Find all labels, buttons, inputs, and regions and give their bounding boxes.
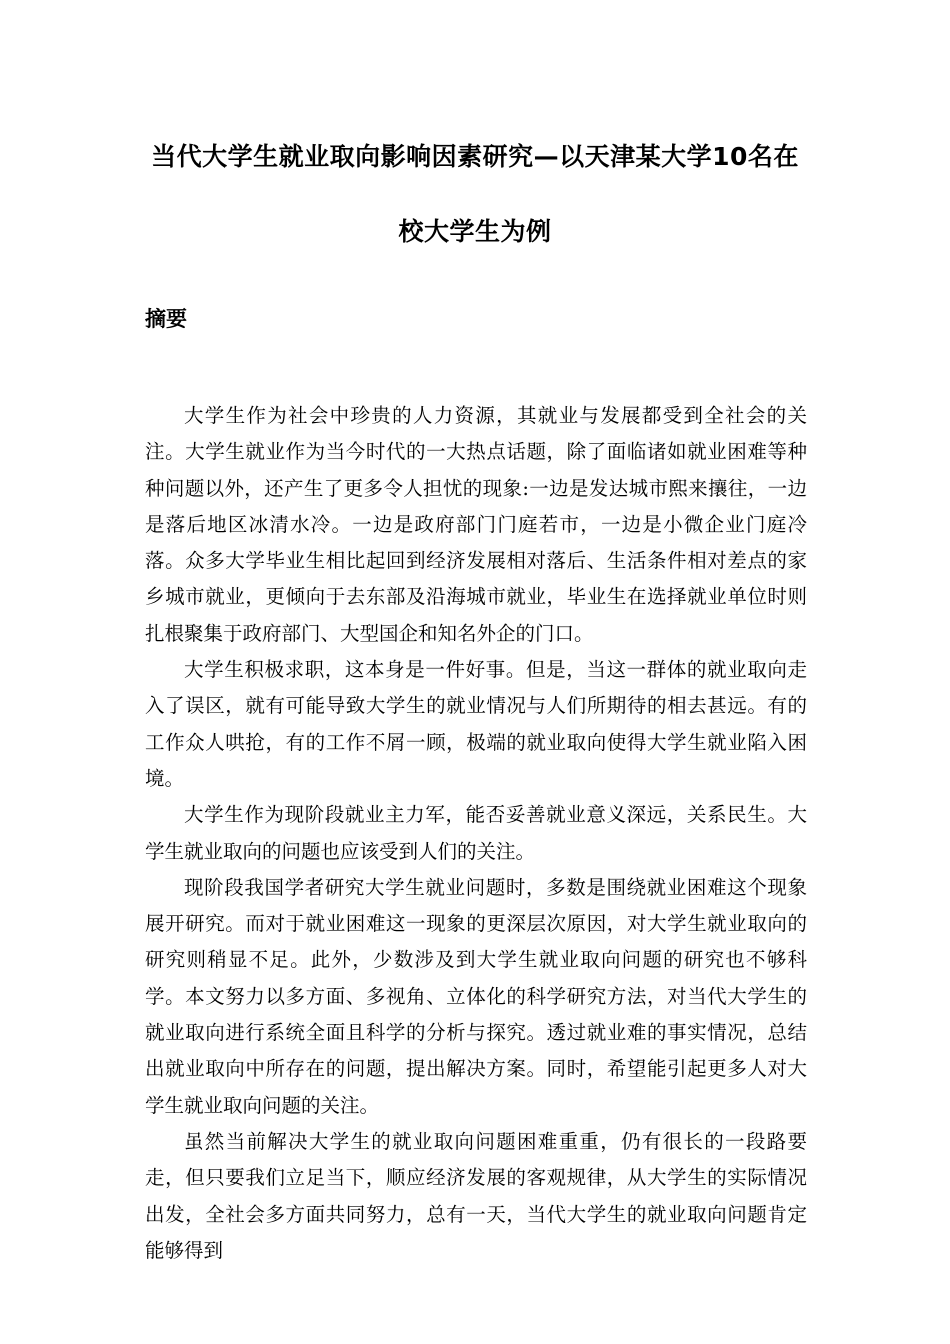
paragraph-3: 大学生作为现阶段就业主力军，能否妥善就业意义深远，关系民生。大学生就业取向的问题也应该受到人们的关注。 [145, 803, 807, 863]
title-line-2: 校大学生为例 [398, 217, 552, 246]
paragraph-2: 大学生积极求职，这本身是一件好事。但是，当这一群体的就业取向走入了误区，就有可能导致大学生的就业情况与人们所期待的相去甚远。有的工作众人哄抢，有的工作不屑一顾，极端的就业取向使得大学生就业陷入困境。 [145, 658, 807, 790]
abstract-heading: 摘要 [145, 307, 187, 331]
paragraph-1: 大学生作为社会中珍贵的人力资源，其就业与发展都受到全社会的关注。大学生就业作为当今时代的一大热点话题，除了面临诸如就业困难等种种问题以外，还产生了更多令人担忧的现象:一边是发达城市熙来攘往，一边是落后地区冰清水冷。一边是政府部门门庭若市，一边是小微企业门庭冷落。众多大学毕业生相比起回到经济发展相对落后、生活条件相对差点的家乡城市就业，更倾向于去东部及沿海城市就业，毕业生在选择就业单位时则扎根聚集于政府部门、大型国企和知名外企的门口。 [145, 404, 807, 645]
paragraph-5: 虽然当前解决大学生的就业取向问题困难重重，仍有很长的一段路要走，但只要我们立足当下，顺应经济发展的客观规律，从大学生的实际情况出发，全社会多方面共同努力，总有一天，当代大学生的就业取向问题肯定能够得到 [145, 1129, 807, 1262]
title-line-1: 当代大学生就业取向影响因素研究—以天津某大学10名在 [151, 142, 799, 171]
abstract-body [145, 398, 807, 1269]
paragraph-4: 现阶段我国学者研究大学生就业问题时，多数是围绕就业困难这个现象展开研究。而对于就业困难这一现象的更深层次原因，对大学生就业取向的研究则稍显不足。此外，少数涉及到大学生就业取向问题的研究也不够科学。本文努力以多方面、多视角、立体化的科学研究方法，对当代大学生的就业取向进行系统全面且科学的分析与探究。透过就业难的事实情况，总结出就业取向中所存在的问题，提出解决方案。同时，希望能引起更多人对大学生就业取向问题的关注。 [145, 875, 807, 1117]
